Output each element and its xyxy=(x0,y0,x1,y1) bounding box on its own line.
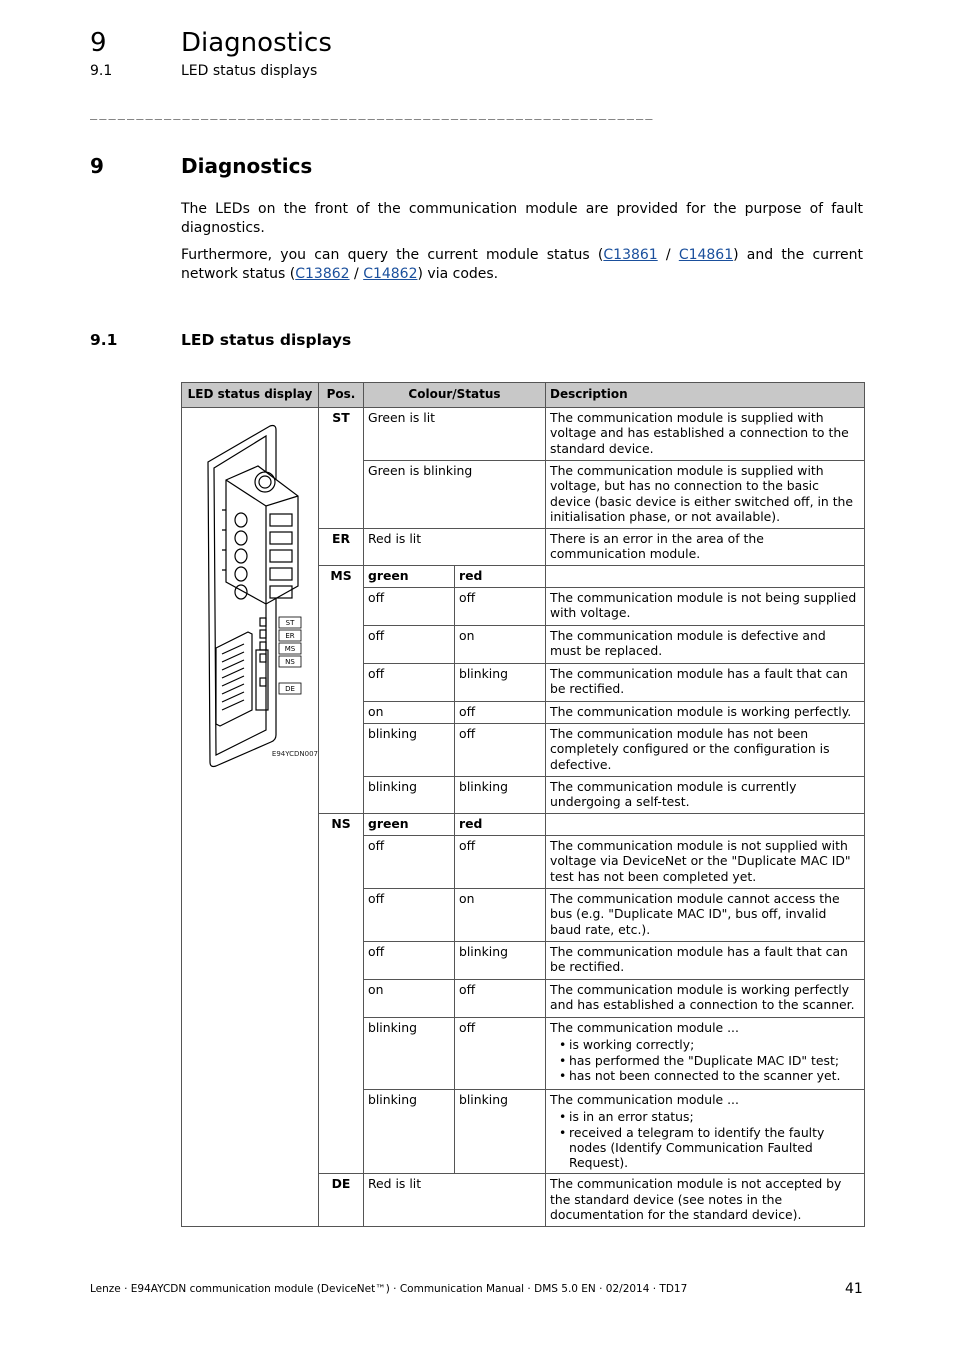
intro-paragraph-1: The LEDs on the front of the communication module are provided for the purpose of fault diagnostics. xyxy=(181,201,863,236)
green-state: off xyxy=(364,942,455,980)
description-cell xyxy=(546,1090,865,1174)
link-separator: / xyxy=(657,247,679,263)
green-state: off xyxy=(364,626,455,664)
red-state: blinking xyxy=(455,1090,546,1174)
list-item: • is working correctly; xyxy=(550,1037,860,1052)
description-cell: The communication module is not being supplied with voltage. xyxy=(546,588,865,626)
pos-de: DE xyxy=(319,1174,364,1227)
header-pos: Pos. xyxy=(319,383,364,408)
led-label-ns: NS xyxy=(285,658,295,666)
green-state: blinking xyxy=(364,1090,455,1174)
header-chapter-number: 9 xyxy=(90,28,107,58)
green-state: off xyxy=(364,889,455,942)
table-row xyxy=(182,408,865,461)
red-state: on xyxy=(455,889,546,942)
code-link-c13861[interactable]: C13861 xyxy=(603,247,658,263)
red-state: blinking xyxy=(455,777,546,814)
communication-module-drawing xyxy=(186,410,322,775)
green-state: blinking xyxy=(364,724,455,777)
red-state: off xyxy=(455,724,546,777)
description-cell: The communication module is supplied with voltage and has established a connection to the standard device. xyxy=(546,408,865,461)
status-cell: Red is lit xyxy=(364,1174,546,1227)
intro-text-part: ) and the current network status ( xyxy=(181,247,863,282)
intro-text-part: Furthermore, you can query the current module status ( xyxy=(181,247,604,263)
red-state: off xyxy=(455,980,546,1018)
header-led-display: LED status display xyxy=(182,383,319,408)
red-header: red xyxy=(455,814,546,836)
intro-paragraph-2 xyxy=(181,246,863,284)
led-label-er: ER xyxy=(285,632,295,640)
description-intro: The communication module ... xyxy=(550,1092,739,1107)
green-header: green xyxy=(364,566,455,588)
link-separator: / xyxy=(349,266,364,282)
chapter-number: 9 xyxy=(90,154,104,178)
header-dashed-rule: _____________________________________________________________ xyxy=(90,106,655,120)
header-chapter-title: Diagnostics xyxy=(181,28,332,58)
code-link-c13862[interactable]: C13862 xyxy=(295,266,350,282)
status-cell: Green is lit xyxy=(364,408,546,461)
list-item: • has performed the "Duplicate MAC ID" test; xyxy=(550,1053,860,1068)
description-cell xyxy=(546,566,865,588)
description-cell: The communication module is working perfectly and has established a connection to the scanner. xyxy=(546,980,865,1018)
intro-text xyxy=(181,200,863,292)
led-label-st: ST xyxy=(285,619,295,627)
green-state: blinking xyxy=(364,777,455,814)
red-state: off xyxy=(455,702,546,724)
green-state: off xyxy=(364,664,455,702)
code-link-c14861[interactable]: C14861 xyxy=(678,247,734,263)
footer-text: Lenze · E94AYCDN communication module (DeviceNet™) · Communication Manual · DMS 5.0 EN · 02/2014 · TD17 xyxy=(90,1283,688,1295)
led-label-ms: MS xyxy=(284,645,296,653)
description-cell: The communication module has a fault that can be rectified. xyxy=(546,942,865,980)
description-cell: The communication module is currently undergoing a self-test. xyxy=(546,777,865,814)
intro-text-part: ) via codes. xyxy=(417,266,499,282)
description-cell: The communication module is not accepted by the standard device (see notes in the documentation for the standard device). xyxy=(546,1174,865,1227)
description-cell: There is an error in the area of the communication module. xyxy=(546,529,865,566)
pos-st: ST xyxy=(319,408,364,529)
green-state: blinking xyxy=(364,1018,455,1090)
list-item: • has not been connected to the scanner yet. xyxy=(550,1068,860,1083)
description-bullets xyxy=(550,1037,860,1083)
code-link-c14862[interactable]: C14862 xyxy=(363,266,418,282)
description-cell: The communication module cannot access the bus (e.g. "Duplicate MAC ID", bus off, invalid baud rate, etc.). xyxy=(546,889,865,942)
list-item: • received a telegram to identify the faulty nodes (Identify Communication Faulted Request). xyxy=(550,1125,860,1171)
image-caption: E94YCDN007 xyxy=(271,750,318,758)
description-cell xyxy=(546,1018,865,1090)
green-state: on xyxy=(364,980,455,1018)
page-number: 41 xyxy=(845,1281,863,1297)
green-state: on xyxy=(364,702,455,724)
header-colour-status: Colour/Status xyxy=(364,383,546,408)
pos-ms: MS xyxy=(319,566,364,814)
table-header-row xyxy=(182,383,865,408)
list-item: • is in an error status; xyxy=(550,1109,860,1124)
description-cell: The communication module is not supplied with voltage via DeviceNet or the "Duplicate MAC ID" test has not been completed yet. xyxy=(546,836,865,889)
green-state: off xyxy=(364,588,455,626)
led-status-table xyxy=(181,382,865,1227)
description-bullets xyxy=(550,1109,860,1170)
description-cell xyxy=(546,814,865,836)
chapter-title: Diagnostics xyxy=(181,154,313,178)
section-number: 9.1 xyxy=(90,331,118,349)
header-section-number: 9.1 xyxy=(90,63,113,79)
description-intro: The communication module ... xyxy=(550,1020,739,1035)
pos-er: ER xyxy=(319,529,364,566)
pos-ns: NS xyxy=(319,814,364,1174)
description-cell: The communication module has a fault that can be rectified. xyxy=(546,664,865,702)
status-cell: Green is blinking xyxy=(364,461,546,529)
red-state: blinking xyxy=(455,664,546,702)
red-state: blinking xyxy=(455,942,546,980)
module-illustration xyxy=(186,410,322,775)
red-state: off xyxy=(455,836,546,889)
module-image-cell xyxy=(182,408,319,1227)
description-cell: The communication module has not been completely configured or the configuration is defective. xyxy=(546,724,865,777)
description-cell: The communication module is working perfectly. xyxy=(546,702,865,724)
header-section-title: LED status displays xyxy=(181,63,318,79)
led-label-de: DE xyxy=(285,685,295,693)
red-state: off xyxy=(455,1018,546,1090)
status-cell: Red is lit xyxy=(364,529,546,566)
header-description: Description xyxy=(546,383,865,408)
red-header: red xyxy=(455,566,546,588)
green-state: off xyxy=(364,836,455,889)
description-cell: The communication module is defective and must be replaced. xyxy=(546,626,865,664)
description-cell: The communication module is supplied with voltage, but has no connection to the basic device (basic device is either switched off, in the initialisation phase, or not available). xyxy=(546,461,865,529)
red-state: on xyxy=(455,626,546,664)
red-state: off xyxy=(455,588,546,626)
green-header: green xyxy=(364,814,455,836)
section-title: LED status displays xyxy=(181,331,352,349)
